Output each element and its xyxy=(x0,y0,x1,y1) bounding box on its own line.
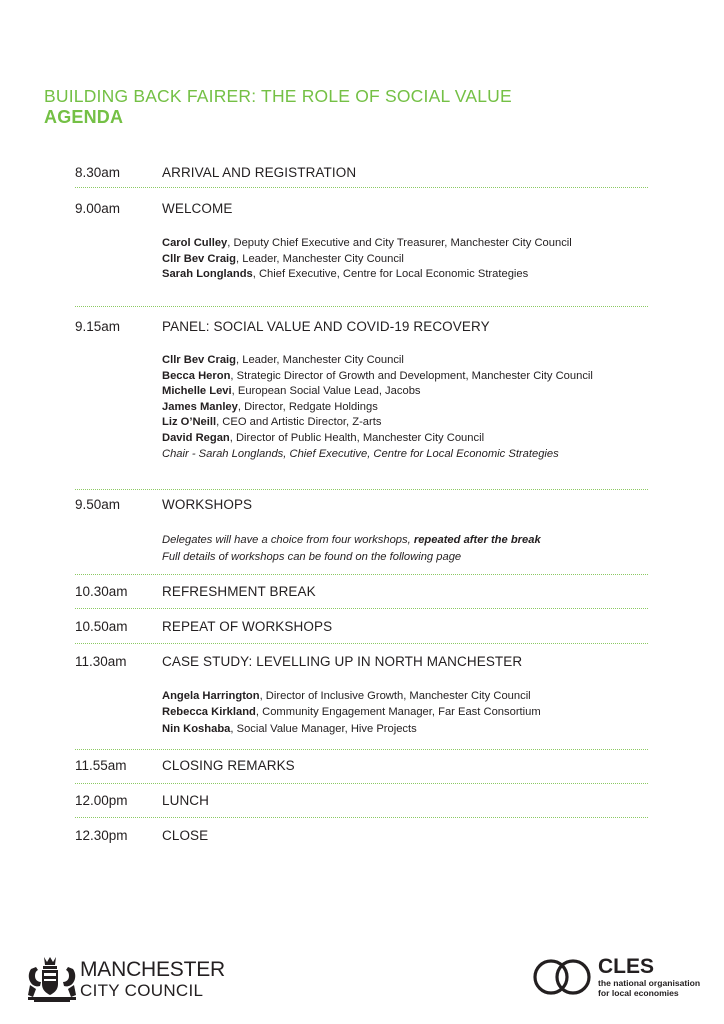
agenda-time: 11.55am xyxy=(75,758,127,773)
agenda-time: 9.00am xyxy=(75,201,121,216)
coat-of-arms-icon xyxy=(26,955,78,1003)
dotted-divider xyxy=(75,783,648,784)
dotted-divider xyxy=(75,817,648,818)
agenda-heading-item: CASE STUDY: LEVELLING UP IN NORTH MANCHESTER xyxy=(162,654,523,669)
agenda-heading-item: PANEL: SOCIAL VALUE AND COVID-19 RECOVERY xyxy=(162,319,490,334)
mcc-wordmark: MANCHESTER CITY COUNCIL xyxy=(80,958,226,1000)
agenda-heading-item: CLOSING REMARKS xyxy=(162,758,295,773)
agenda-heading: AGENDA xyxy=(44,107,124,127)
agenda-heading-item: ARRIVAL AND REGISTRATION xyxy=(162,165,357,180)
agenda-heading-item: LUNCH xyxy=(162,793,210,808)
agenda-time: 10.50am xyxy=(75,619,128,634)
agenda-heading-item: WORKSHOPS xyxy=(162,497,253,512)
cles-logo xyxy=(532,953,702,1005)
dotted-divider xyxy=(75,749,648,750)
speaker: Liz O’Neill, CEO and Artistic Director, Z-arts xyxy=(162,416,382,429)
speaker: Nin Koshaba, Social Value Manager, Hive Projects xyxy=(162,723,417,736)
agenda-time: 12.30pm xyxy=(75,828,128,843)
speaker: James Manley, Director, Redgate Holdings xyxy=(162,400,378,413)
manchester-city-council-logo xyxy=(26,955,246,1005)
agenda-time: 9.15am xyxy=(75,319,121,334)
agenda-time: 8.30am xyxy=(75,165,121,180)
dotted-divider xyxy=(75,187,648,188)
workshop-note: Delegates will have a choice from four workshops, repeated after the break Full details of workshops can be found on the following page xyxy=(162,534,541,563)
agenda-heading-item: CLOSE xyxy=(162,828,209,843)
speaker: Angela Harrington, Director of Inclusive Growth, Manchester City Council xyxy=(162,690,531,702)
dotted-divider xyxy=(75,608,648,609)
speaker: Cllr Bev Craig, Leader, Manchester City Council xyxy=(162,252,404,265)
dotted-divider xyxy=(75,306,648,307)
dotted-divider xyxy=(75,643,648,644)
cles-wordmark: CLES xyxy=(598,955,655,978)
dotted-divider xyxy=(75,574,648,575)
speaker: David Regan, Director of Public Health, Manchester City Council xyxy=(162,431,485,444)
document-title: BUILDING BACK FAIRER: THE ROLE OF SOCIAL VALUE xyxy=(44,86,512,106)
agenda-time: 11.30am xyxy=(75,654,127,669)
speaker: Michelle Levi, European Social Value Lead, Jacobs xyxy=(162,385,421,398)
speaker: Carol Culley, Deputy Chief Executive and City Treasurer, Manchester City Council xyxy=(162,237,572,249)
agenda-time: 9.50am xyxy=(75,497,121,512)
dotted-divider xyxy=(75,489,648,490)
cles-tagline: the national organisation for local economies xyxy=(598,978,701,998)
speaker: Sarah Longlands, Chief Executive, Centre for Local Economic Strategies xyxy=(162,268,529,281)
speaker: Rebecca Kirkland, Community Engagement Manager, Far East Consortium xyxy=(162,705,541,718)
agenda-time: 12.00pm xyxy=(75,793,128,808)
agenda-heading-item: REFRESHMENT BREAK xyxy=(162,584,316,599)
speaker-list xyxy=(162,236,572,283)
agenda-heading-item: WELCOME xyxy=(162,201,233,216)
speaker: Cllr Bev Craig, Leader, Manchester City Council xyxy=(162,354,404,366)
speaker-list xyxy=(162,353,593,462)
speaker: Becca Heron, Strategic Director of Growth and Development, Manchester City Council xyxy=(162,369,593,382)
speaker-list xyxy=(162,689,541,738)
panel-chair: Chair - Sarah Longlands, Chief Executive, Centre for Local Economic Strategies xyxy=(162,447,559,460)
agenda-time: 10.30am xyxy=(75,584,128,599)
interlocking-rings-icon xyxy=(532,957,594,997)
agenda-heading-item: REPEAT OF WORKSHOPS xyxy=(162,619,333,634)
